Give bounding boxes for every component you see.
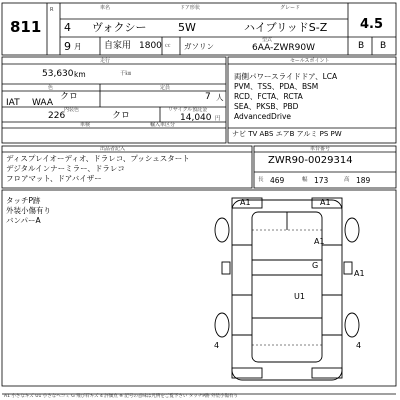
col-label-grade: グレード: [280, 5, 301, 11]
sales-point-line: PVM、TSS、PDA、BSM: [234, 82, 319, 91]
note-line: フロアマット、ドアバイザー: [6, 174, 102, 183]
width-value: 173: [314, 176, 329, 185]
displacement-unit: ㏄: [165, 43, 171, 49]
score: 4.5: [360, 17, 384, 32]
damage-mark: A1: [320, 198, 331, 207]
interior-score: B: [358, 41, 365, 51]
recycle-value: 14,040: [180, 113, 212, 123]
sales-points-label: セールスポイント: [290, 58, 330, 64]
mileage-value: 53,630: [42, 69, 74, 79]
model-name: ヴォクシー: [92, 21, 147, 34]
use-type: 自家用: [104, 41, 132, 51]
mileage-sub-label: 千㎞: [120, 71, 132, 77]
sales-point-line: 両側パワースライドドア、LCA: [234, 72, 338, 81]
length-label: 長: [258, 177, 264, 183]
inspector-line: 外装小傷有り: [6, 206, 51, 215]
note-line: ディスプレイオーディオ、ドラレコ、プッシュスタート: [6, 154, 190, 163]
interior-color-label: 内装色: [64, 107, 80, 113]
sales-point-line: SEA、PKSB、PBD: [234, 102, 299, 111]
equipment-list: ナビ TV ABS エアB アルミ PS PW: [232, 130, 342, 138]
sales-point-line: RCD、FCTA、RCTA: [234, 92, 303, 101]
damage-mark: 4: [356, 341, 362, 350]
year-era: R: [50, 7, 54, 13]
exterior-color: クロ: [60, 92, 79, 102]
damage-mark: A1: [240, 198, 251, 207]
inspector-line: タッチP跡: [6, 196, 41, 205]
height-label: 高: [344, 177, 350, 183]
damage-mark: U1: [294, 292, 305, 301]
inspection-label: 車検: [80, 122, 91, 128]
model-code-label: 型式: [262, 37, 273, 43]
col-label-door: ドア形状: [180, 5, 200, 11]
capacity-label: 定員: [160, 85, 171, 91]
grade: ハイブリッドS-Z: [244, 21, 328, 34]
exterior-score: B: [380, 41, 387, 51]
mileage-unit: km: [74, 70, 86, 79]
recycle-unit: 円: [215, 116, 221, 122]
model-code: 6AA-ZWR90W: [252, 43, 316, 53]
transmission: IAT: [6, 98, 20, 108]
month: 9: [64, 40, 71, 53]
color-label: 色: [48, 85, 54, 91]
interior-color: クロ: [112, 111, 131, 121]
capacity-unit: 人: [216, 93, 224, 102]
lot-number: 811: [10, 18, 42, 36]
aircon: WAA: [32, 98, 53, 108]
damage-mark: A1: [314, 237, 325, 246]
recycle-label: リサイクル預託金: [168, 107, 208, 113]
col-label-model: 車名: [100, 5, 111, 11]
mileage-label: 走行: [100, 58, 111, 64]
damage-mark: G: [312, 261, 319, 270]
damage-mark: 4: [214, 341, 220, 350]
model-year: 4: [64, 21, 71, 34]
length-value: 469: [270, 176, 285, 185]
damage-mark: A1: [354, 269, 365, 278]
capacity: 7: [205, 92, 211, 102]
inspector-line: バンパーA: [6, 216, 41, 225]
displacement: 1800: [139, 41, 162, 51]
note-line: デジタルインナーミラー、ドラレコ: [6, 164, 125, 173]
height-value: 189: [356, 176, 371, 185]
door-shape: 5W: [178, 21, 196, 34]
fuel-type: ガソリン: [184, 42, 214, 51]
chassis-label: 車台番号: [310, 146, 331, 152]
width-label: 幅: [302, 177, 308, 183]
month-unit: 月: [74, 42, 82, 51]
import-class-label: 輸入車区分: [150, 122, 176, 128]
chassis-number: ZWR90-0029314: [268, 155, 353, 166]
notes-label: 出品者記入: [100, 146, 126, 152]
footer-legend: A1 小さなキズ U1 小さなヘコミ G 飛び石キズ 4 評価点 ※ 記号の意味は凡例をご覧下さい タッチP跡 外装小傷有り: [4, 394, 238, 399]
sales-point-line: AdvancedDrive: [234, 112, 292, 121]
code-value: 226: [48, 111, 66, 121]
